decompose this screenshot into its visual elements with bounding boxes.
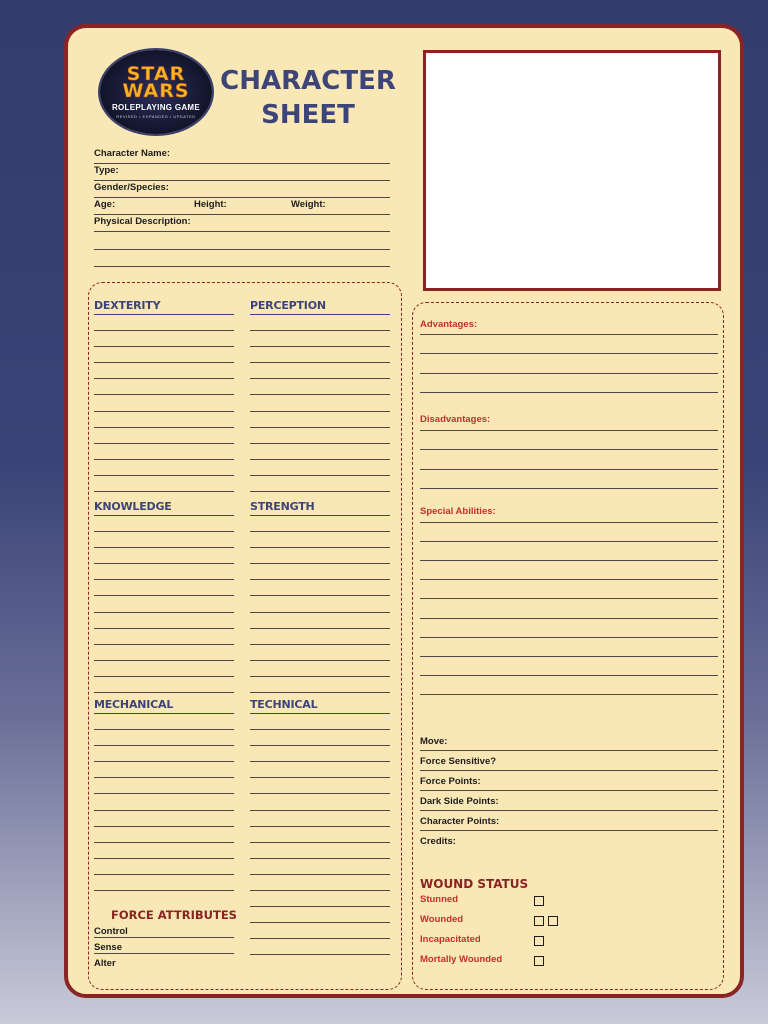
logo-tagline: REVISED • EXPANDED • UPDATED [116, 113, 196, 119]
skill-line[interactable] [250, 793, 390, 794]
trait-line[interactable] [420, 560, 718, 561]
attribute-underline [94, 515, 234, 516]
skill-line[interactable] [250, 475, 390, 476]
skill-line[interactable] [250, 411, 390, 412]
skill-line[interactable] [250, 745, 390, 746]
skill-line[interactable] [94, 459, 234, 460]
force-sensitive-label: Force Sensitive? [420, 756, 497, 767]
physical-description-field[interactable] [94, 215, 390, 232]
attributes-panel [88, 282, 402, 990]
skill-line[interactable] [94, 330, 234, 331]
page-title [218, 64, 398, 132]
wound-status-heading: WOUND STATUS [420, 877, 529, 891]
gender-species-label: Gender/Species: [94, 182, 169, 193]
skill-line[interactable] [94, 858, 234, 859]
skill-line[interactable] [250, 874, 390, 875]
type-label: Type: [94, 165, 119, 176]
trait-line[interactable] [420, 579, 718, 580]
logo-subtitle: ROLEPLAYING GAME [111, 102, 201, 112]
trait-line[interactable] [420, 430, 718, 431]
skill-line[interactable] [250, 777, 390, 778]
skill-line[interactable] [94, 362, 234, 363]
attribute-underline [94, 314, 234, 315]
stat-line[interactable] [420, 830, 718, 831]
trait-line[interactable] [420, 541, 718, 542]
skill-line[interactable] [94, 443, 234, 444]
skill-line[interactable] [94, 644, 234, 645]
skill-line[interactable] [250, 443, 390, 444]
wounded-label: Wounded [420, 914, 464, 925]
logo-wars: WARS [122, 79, 190, 102]
incapacitated-label: Incapacitated [420, 934, 481, 945]
description-line[interactable] [94, 266, 390, 267]
skill-line[interactable] [94, 676, 234, 677]
attribute-underline [250, 515, 390, 516]
incapacitated-checkbox[interactable] [534, 936, 544, 946]
mortally-wounded-checkbox[interactable] [534, 956, 544, 966]
skill-line[interactable] [250, 692, 390, 693]
trait-line[interactable] [420, 637, 718, 638]
trait-line[interactable] [420, 694, 718, 695]
skill-line[interactable] [250, 378, 390, 379]
skill-line[interactable] [94, 378, 234, 379]
skill-line[interactable] [250, 531, 390, 532]
character-name-field[interactable] [94, 147, 390, 164]
type-field[interactable] [94, 164, 390, 181]
force-points-label: Force Points: [420, 776, 481, 787]
skill-line[interactable] [250, 330, 390, 331]
stunned-label: Stunned [420, 894, 458, 905]
skill-line[interactable] [94, 842, 234, 843]
skill-line[interactable] [94, 761, 234, 762]
trait-line[interactable] [420, 656, 718, 657]
skill-line[interactable] [94, 579, 234, 580]
skill-line[interactable] [250, 810, 390, 811]
trait-line[interactable] [420, 522, 718, 523]
skill-line[interactable] [94, 595, 234, 596]
gender-species-field[interactable] [94, 181, 390, 198]
trait-line[interactable] [420, 598, 718, 599]
skill-line[interactable] [250, 427, 390, 428]
dexterity-heading: DEXTERITY [94, 299, 161, 312]
skill-line[interactable] [250, 954, 390, 955]
attribute-underline [94, 713, 234, 714]
skill-line[interactable] [250, 563, 390, 564]
skill-line[interactable] [94, 394, 234, 395]
skill-line[interactable] [250, 826, 390, 827]
skill-line[interactable] [250, 459, 390, 460]
skill-line[interactable] [94, 491, 234, 492]
alter-label: Alter [94, 958, 116, 969]
skill-line[interactable] [250, 644, 390, 645]
skill-line[interactable] [94, 777, 234, 778]
age-label: Age: [94, 199, 116, 210]
skill-line[interactable] [250, 842, 390, 843]
disadvantages-label: Disadvantages: [420, 414, 491, 425]
control-label: Control [94, 926, 128, 937]
skill-line[interactable] [250, 858, 390, 859]
skill-line[interactable] [94, 427, 234, 428]
skill-line[interactable] [250, 922, 390, 923]
trait-line[interactable] [420, 618, 718, 619]
weight-label: Weight: [291, 199, 326, 210]
skill-line[interactable] [250, 660, 390, 661]
credits-label: Credits: [420, 836, 456, 847]
skill-line[interactable] [250, 729, 390, 730]
move-label: Move: [420, 736, 448, 747]
force-attribute-line[interactable] [94, 937, 234, 938]
skill-line[interactable] [94, 346, 234, 347]
skill-line[interactable] [250, 491, 390, 492]
technical-heading: TECHNICAL [250, 698, 318, 711]
stat-line[interactable] [420, 790, 718, 791]
title-line-2: SHEET [261, 100, 355, 130]
character-sheet [64, 24, 744, 998]
skill-line[interactable] [94, 826, 234, 827]
skill-line[interactable] [94, 628, 234, 629]
skill-line[interactable] [94, 475, 234, 476]
trait-line[interactable] [420, 392, 718, 393]
skill-line[interactable] [250, 595, 390, 596]
attribute-underline [250, 314, 390, 315]
stat-line[interactable] [420, 810, 718, 811]
trait-line[interactable] [420, 449, 718, 450]
character-name-label: Character Name: [94, 148, 171, 159]
attribute-underline [250, 713, 390, 714]
skill-line[interactable] [94, 692, 234, 693]
force-attribute-line[interactable] [94, 953, 234, 954]
character-portrait-box[interactable] [423, 50, 721, 291]
skill-line[interactable] [250, 676, 390, 677]
perception-heading: PERCEPTION [250, 299, 326, 312]
strength-heading: STRENGTH [250, 500, 315, 513]
age-height-weight-field[interactable] [94, 198, 390, 215]
skill-line[interactable] [94, 660, 234, 661]
skill-line[interactable] [94, 411, 234, 412]
trait-line[interactable] [420, 353, 718, 354]
mortally-wounded-label: Mortally Wounded [420, 954, 503, 965]
skill-line[interactable] [250, 938, 390, 939]
skill-line[interactable] [94, 793, 234, 794]
height-label: Height: [194, 199, 227, 210]
skill-line[interactable] [94, 890, 234, 891]
trait-line[interactable] [420, 373, 718, 374]
force-attributes-heading: FORCE ATTRIBUTES [111, 908, 237, 922]
trait-line[interactable] [420, 675, 718, 676]
skill-line[interactable] [250, 394, 390, 395]
skill-line[interactable] [250, 346, 390, 347]
knowledge-heading: KNOWLEDGE [94, 500, 172, 513]
special-abilities-label: Special Abilities: [420, 506, 496, 517]
title-line-1: CHARACTER [220, 66, 396, 96]
skill-line[interactable] [250, 547, 390, 548]
wounded-checkbox-1[interactable] [534, 916, 544, 926]
skill-line[interactable] [94, 810, 234, 811]
description-line[interactable] [94, 249, 390, 250]
skill-line[interactable] [94, 612, 234, 613]
advantages-label: Advantages: [420, 319, 478, 330]
wounded-checkbox-2[interactable] [548, 916, 558, 926]
sense-label: Sense [94, 942, 122, 953]
trait-line[interactable] [420, 488, 718, 489]
skill-line[interactable] [94, 531, 234, 532]
stunned-checkbox[interactable] [534, 896, 544, 906]
skill-line[interactable] [94, 563, 234, 564]
stat-line[interactable] [420, 770, 718, 771]
skill-line[interactable] [250, 761, 390, 762]
skill-line[interactable] [94, 874, 234, 875]
stat-line[interactable] [420, 750, 718, 751]
skill-line[interactable] [250, 906, 390, 907]
skill-line[interactable] [94, 547, 234, 548]
dark-side-points-label: Dark Side Points: [420, 796, 499, 807]
skill-line[interactable] [94, 729, 234, 730]
mechanical-heading: MECHANICAL [94, 698, 174, 711]
skill-line[interactable] [94, 745, 234, 746]
skill-line[interactable] [250, 890, 390, 891]
skill-line[interactable] [250, 579, 390, 580]
trait-line[interactable] [420, 469, 718, 470]
skill-line[interactable] [250, 628, 390, 629]
physical-description-label: Physical Description: [94, 216, 191, 227]
skill-line[interactable] [250, 612, 390, 613]
trait-line[interactable] [420, 334, 718, 335]
character-points-label: Character Points: [420, 816, 500, 827]
skill-line[interactable] [250, 362, 390, 363]
star-wars-logo [100, 50, 212, 134]
logo-star: STAR [126, 62, 186, 85]
